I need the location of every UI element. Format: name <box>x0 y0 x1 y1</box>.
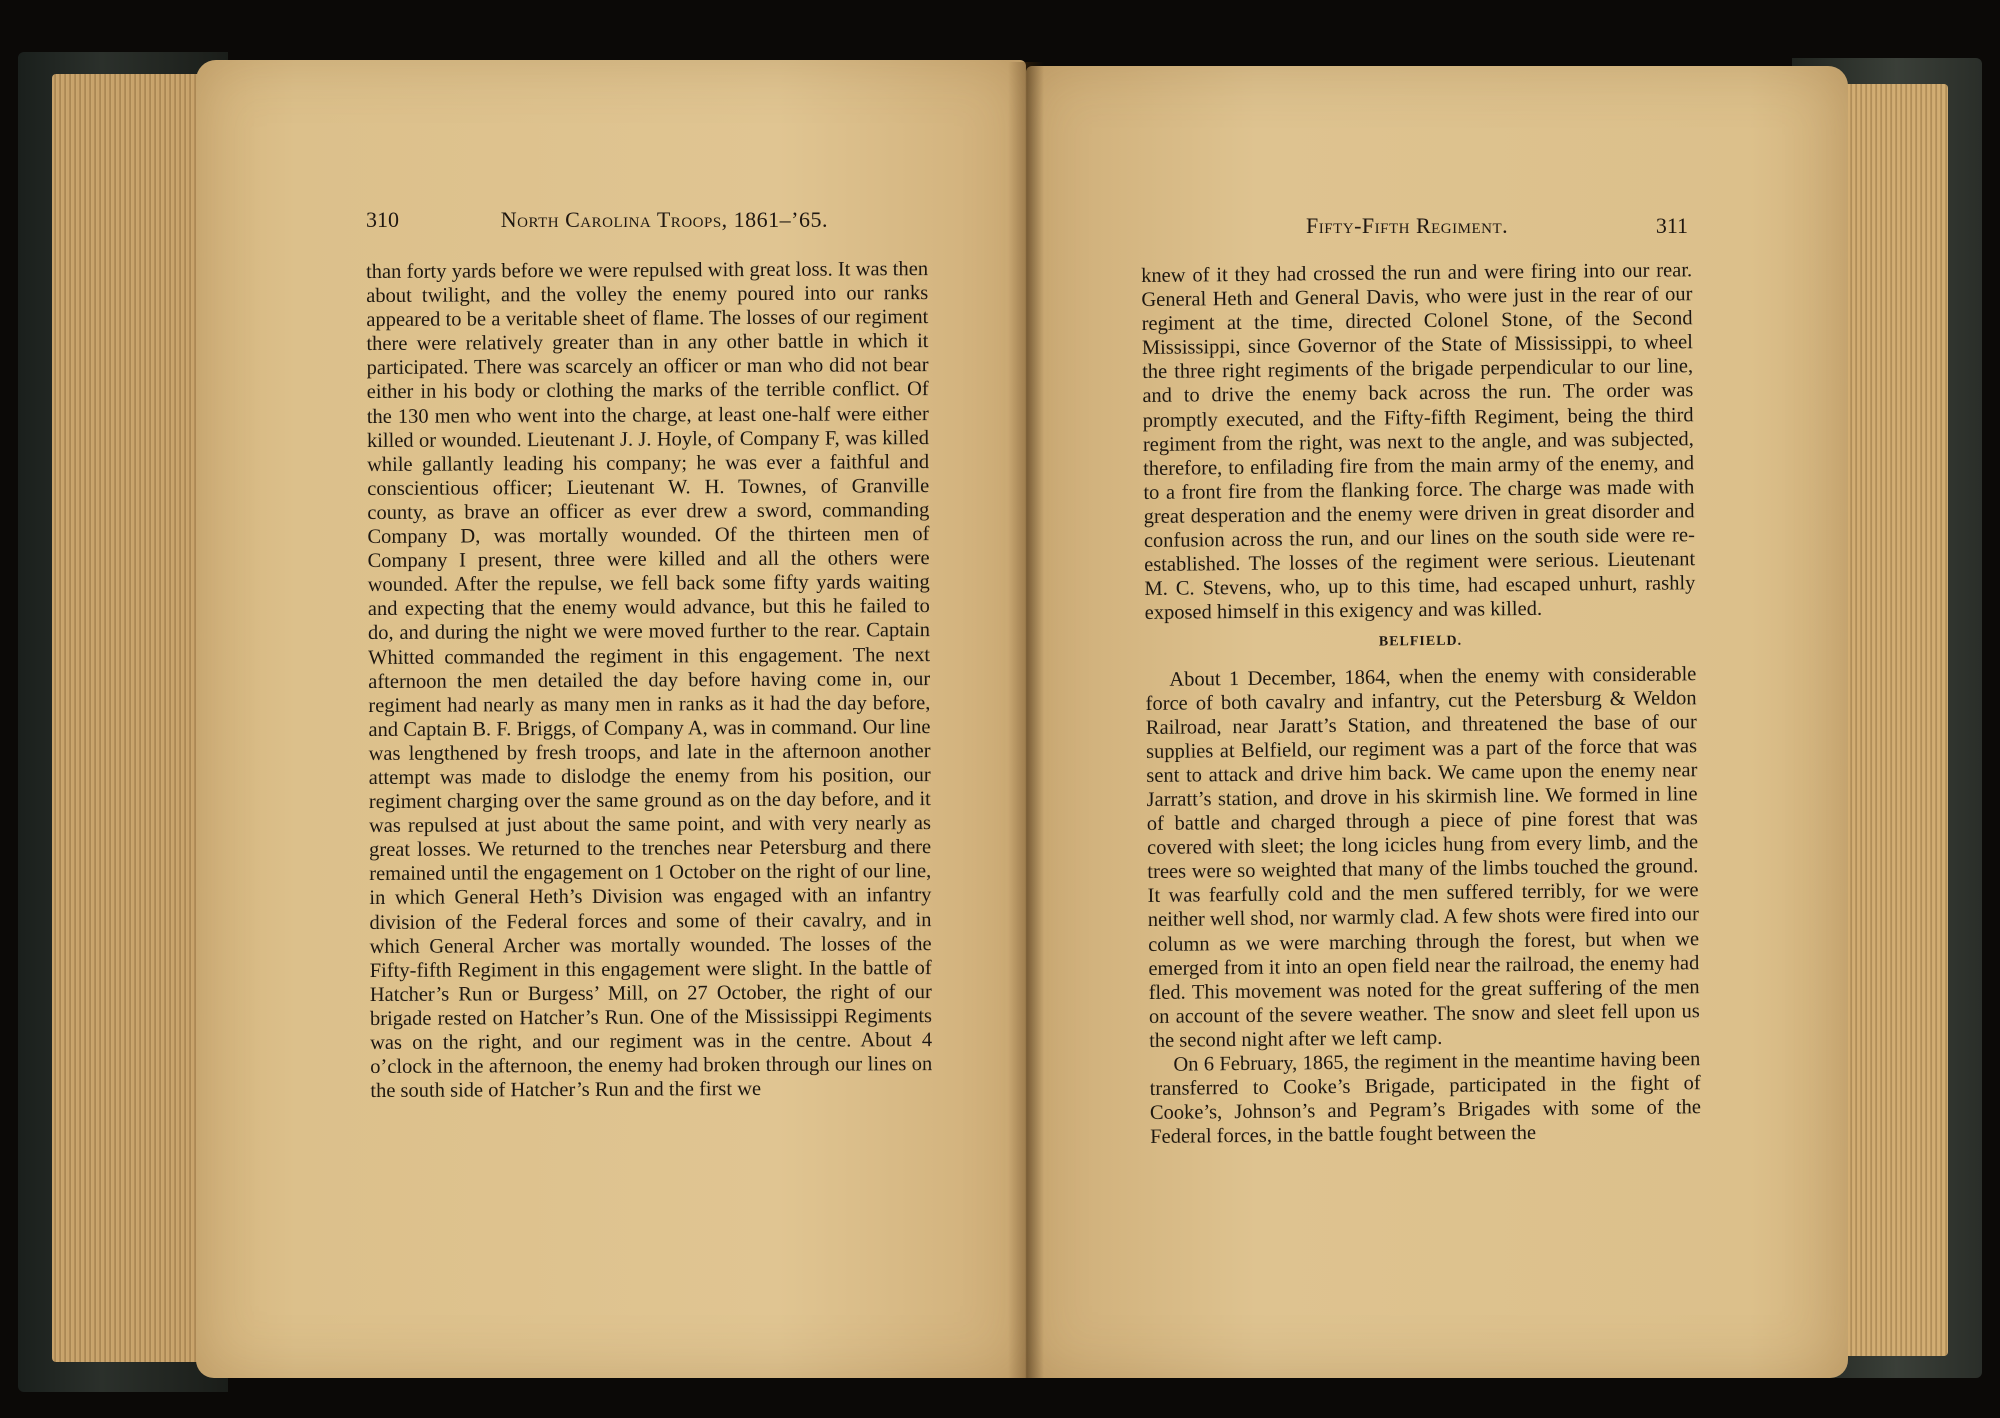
right-page-number: 311 <box>1655 213 1688 238</box>
right-page-header <box>1306 213 1688 239</box>
right-paragraph: About 1 December, 1864, when the enemy with considerable force of both cavalry and infantry, cut the Petersburg & Weldon Railroad, near Jaratt’s Station, and threatened the base of our supplies at Belfield, our regiment was a part of the force that was sent to attack and drive him back. We came upon the enemy near Jarratt’s station, and drove in his skirmish line. We formed in line of battle and charged through a piece of pine forest that was covered with sleet; the long icicles hung from every limb, and the trees were so weighted that many of the limbs touched the ground. It was fearfully cold and the men suffered terribly, for we were neither well shod, nor warmly clad. A few shots were fired into our column as we were marching through the forest, but when we emerged from it into an open field near the railroad, the enemy had fled. This movement was noted for the great suffering of the men on account of the severe weather. The snow and sleet fell upon us the second night after we left camp. <box>1145 662 1700 1052</box>
left-page-number: 310 <box>366 207 399 232</box>
left-page-edges <box>52 74 202 1362</box>
right-section-body <box>1145 662 1701 1150</box>
right-opening-paragraph: knew of it they had crossed the run and were firing into our rear. General Heth and General Davis, who were just in the rear of our regiment at the time, directed Colonel Stone, of the Second Mississippi, since Governor of the State of Mississippi, to wheel the three right regiments of the brigade perpendicular to our line, and to drive the enemy back across the run. The order was promptly executed, and the Fifty-fifth Regiment, being the third regiment from the right, was next to the angle, and was subjected, therefore, to enfilading fire from the main army of the enemy, and to a front fire from the flanking force. The charge was made with great desperation and the enemy were driven in great disorder and confusion across the run, and our lines on the south side were re-established. The losses of the regiment were serious. Lieutenant M. C. Stevens, who, up to this time, had escaped unhurt, rashly exposed himself in this exigency and was killed. <box>1141 259 1696 625</box>
right-page-body <box>1141 258 1701 1149</box>
section-heading: BELFIELD. <box>1378 634 1463 650</box>
book-gutter <box>1008 62 1044 1378</box>
right-paragraph: On 6 February, 1865, the regiment in the meantime having been transferred to Cooke’s Brigade, participated in the fight of Cooke’s, Johnson’s and Pegram’s Brigades with some of the Federal forces, in the battle fought between the <box>1149 1048 1701 1149</box>
left-paragraph: than forty yards before we were repulsed with great loss. It was then about twilight, and the volley the enemy poured into our ranks appeared to be a veritable sheet of flame. The losses of our regiment there were relatively greater than in any other battle in which it participated. There was scarcely an officer or man who did not bear either in his body or clothing the marks of the terrible conflict. Of the 130 men who went into the charge, at least one-half were either killed or wounded. Lieutenant J. J. Hoyle, of Company F, was killed while gallantly leading his company; he was ever a faithful and conscientious officer; Lieutenant W. H. Townes, of Granville county, as brave an officer as ever drew a sword, commanding Company D, was mortally wounded. Of the thirteen men of Company I present, three were killed and all the others were wounded. After the repulse, we fell back some fifty yards waiting and expecting that the enemy would advance, but this he failed to do, and during the night we were moved further to the rear. Captain Whitted commanded the regiment in this engagement. The next afternoon the men detailed the day before having come in, our regiment had nearly as many men in ranks as it had the day before, and Captain B. F. Briggs, of Company A, was in command. Our line was lengthened by fresh troops, and late in the afternoon another attempt was made to dislodge the enemy from his position, our regiment charging over the same ground as on the day before, and it was repulsed at just about the same point, and with very nearly as great losses. We returned to the trenches near Petersburg and there remained until the engagement on 1 October on the right of our line, in which General Heth’s Division was engaged with an infantry division of the Federal forces and some of their cavalry, and in which General Archer was mortally wounded. The losses of the Fifty-fifth Regiment in this engagement were slight. In the battle of Hatcher’s Run or Burgess’ Mill, on 27 October, the right of our brigade rested on Hatcher’s Run. One of the Mississippi Regiments was on the right, and our regiment was in the centre. About 4 o’clock in the afternoon, the enemy had broken through our lines on the south side of Hatcher’s Run and the first we <box>366 258 933 1103</box>
left-running-title: North Carolina Troops, 1861–’65. <box>500 207 828 232</box>
left-page-body <box>366 257 932 1103</box>
left-page-header <box>366 207 828 233</box>
right-running-title: Fifty-Fifth Regiment. <box>1306 213 1509 238</box>
